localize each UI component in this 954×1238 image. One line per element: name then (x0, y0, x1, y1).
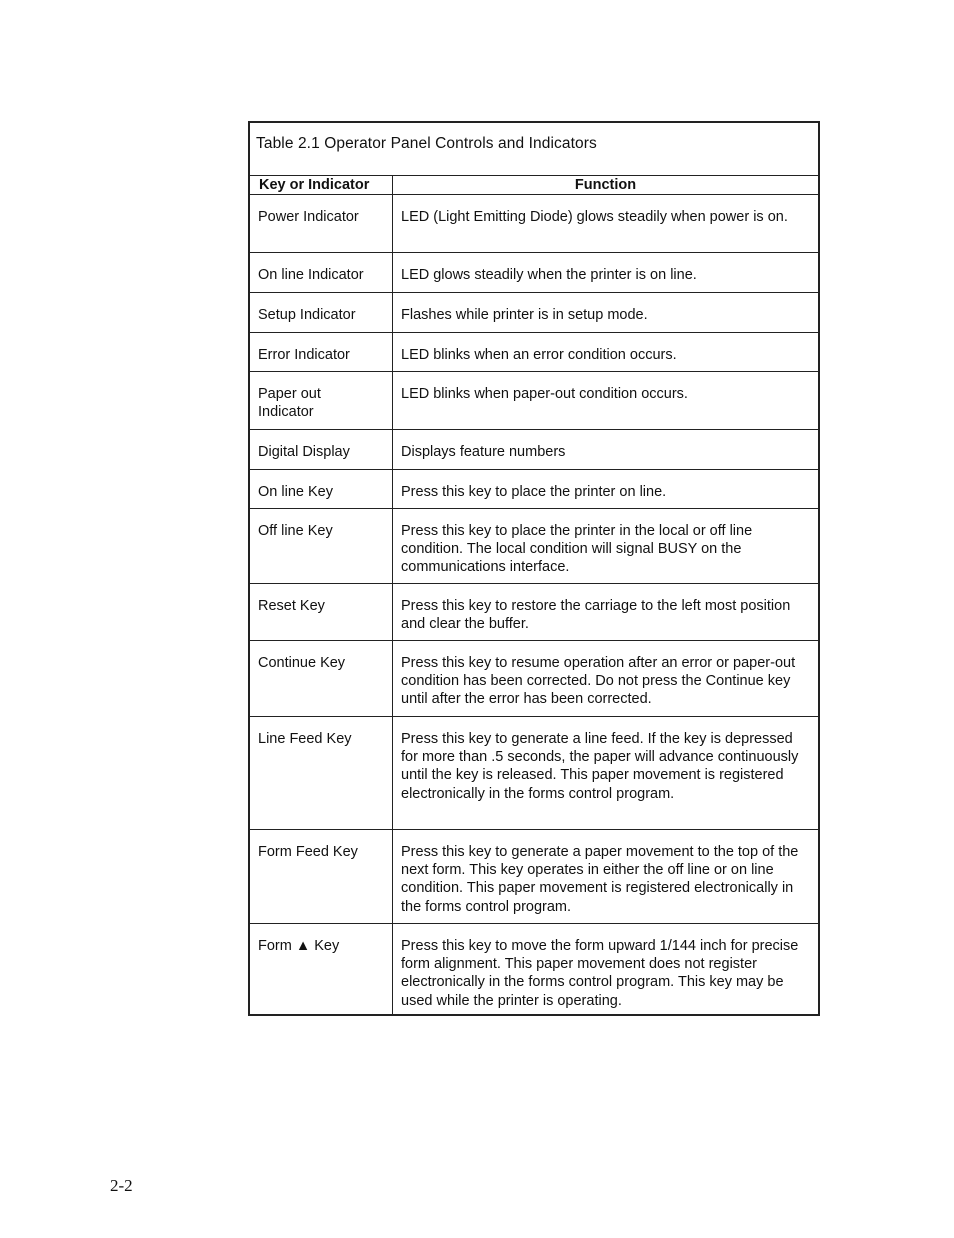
controls-table (248, 121, 820, 1016)
row-key-cell: Line Feed Key (250, 717, 393, 830)
table-grid (250, 175, 818, 1016)
header-function: Function (393, 175, 818, 195)
row-function-cell: LED glows steadily when the printer is on line. (393, 253, 818, 293)
header-key-or-indicator: Key or Indicator (250, 175, 393, 195)
row-function-cell: Press this key to place the printer on line. (393, 470, 818, 509)
row-function-cell: LED blinks when an error condition occurs. (393, 333, 818, 372)
row-key-cell: Off line Key (250, 509, 393, 584)
row-function-cell: LED blinks when paper-out condition occurs. (393, 372, 818, 430)
row-key-cell: Paper out Indicator (250, 372, 393, 430)
row-key-cell: Error Indicator (250, 333, 393, 372)
row-key-cell: Form ▲ Key (250, 924, 393, 1016)
row-key-cell: Continue Key (250, 641, 393, 717)
row-function-cell: LED (Light Emitting Diode) glows steadily when power is on. (393, 195, 818, 253)
row-key-cell: On line Key (250, 470, 393, 509)
page-number: 2-2 (110, 1176, 133, 1195)
row-key-cell: Form Feed Key (250, 830, 393, 924)
row-key-cell: Setup Indicator (250, 293, 393, 333)
row-function-cell: Press this key to move the form upward 1/144 inch for precise form alignment. This paper movement does not register electronically in the forms control program. This key may be used while the printer is operating. (401, 938, 799, 1009)
row-key-cell: On line Indicator (250, 253, 393, 293)
row-function-cell: Press this key to generate a line feed. If the key is depressed for more than .5 seconds, the paper will advance continuously until the key is released. This paper movement is registered electronically in the forms control program. (393, 717, 818, 830)
row-function-cell: Press this key to restore the carriage to the left most position and clear the buffer. (393, 584, 818, 641)
row-key-cell: Reset Key (250, 584, 393, 641)
row-function-cell: Press this key to generate a paper movement to the top of the next form. This key operates in either the off line or on line condition. This paper movement is registered electronically in the forms control program. (393, 830, 818, 924)
row-function-cell: Press this key to resume operation after an error or paper-out condition has been corrected. Do not press the Continue key until after the error has been corrected. (393, 641, 818, 717)
table-caption: Table 2.1 Operator Panel Controls and Indicators (256, 135, 597, 152)
row-function-cell: Press this key to place the printer in the local or off line condition. The local condition will signal BUSY on the communications interface. (393, 509, 818, 584)
row-key-cell: Digital Display (250, 430, 393, 470)
row-function-cell: Displays feature numbers (393, 430, 818, 470)
row-key-cell: Power Indicator (250, 195, 393, 253)
row-function-cell: Flashes while printer is in setup mode. (393, 293, 818, 333)
